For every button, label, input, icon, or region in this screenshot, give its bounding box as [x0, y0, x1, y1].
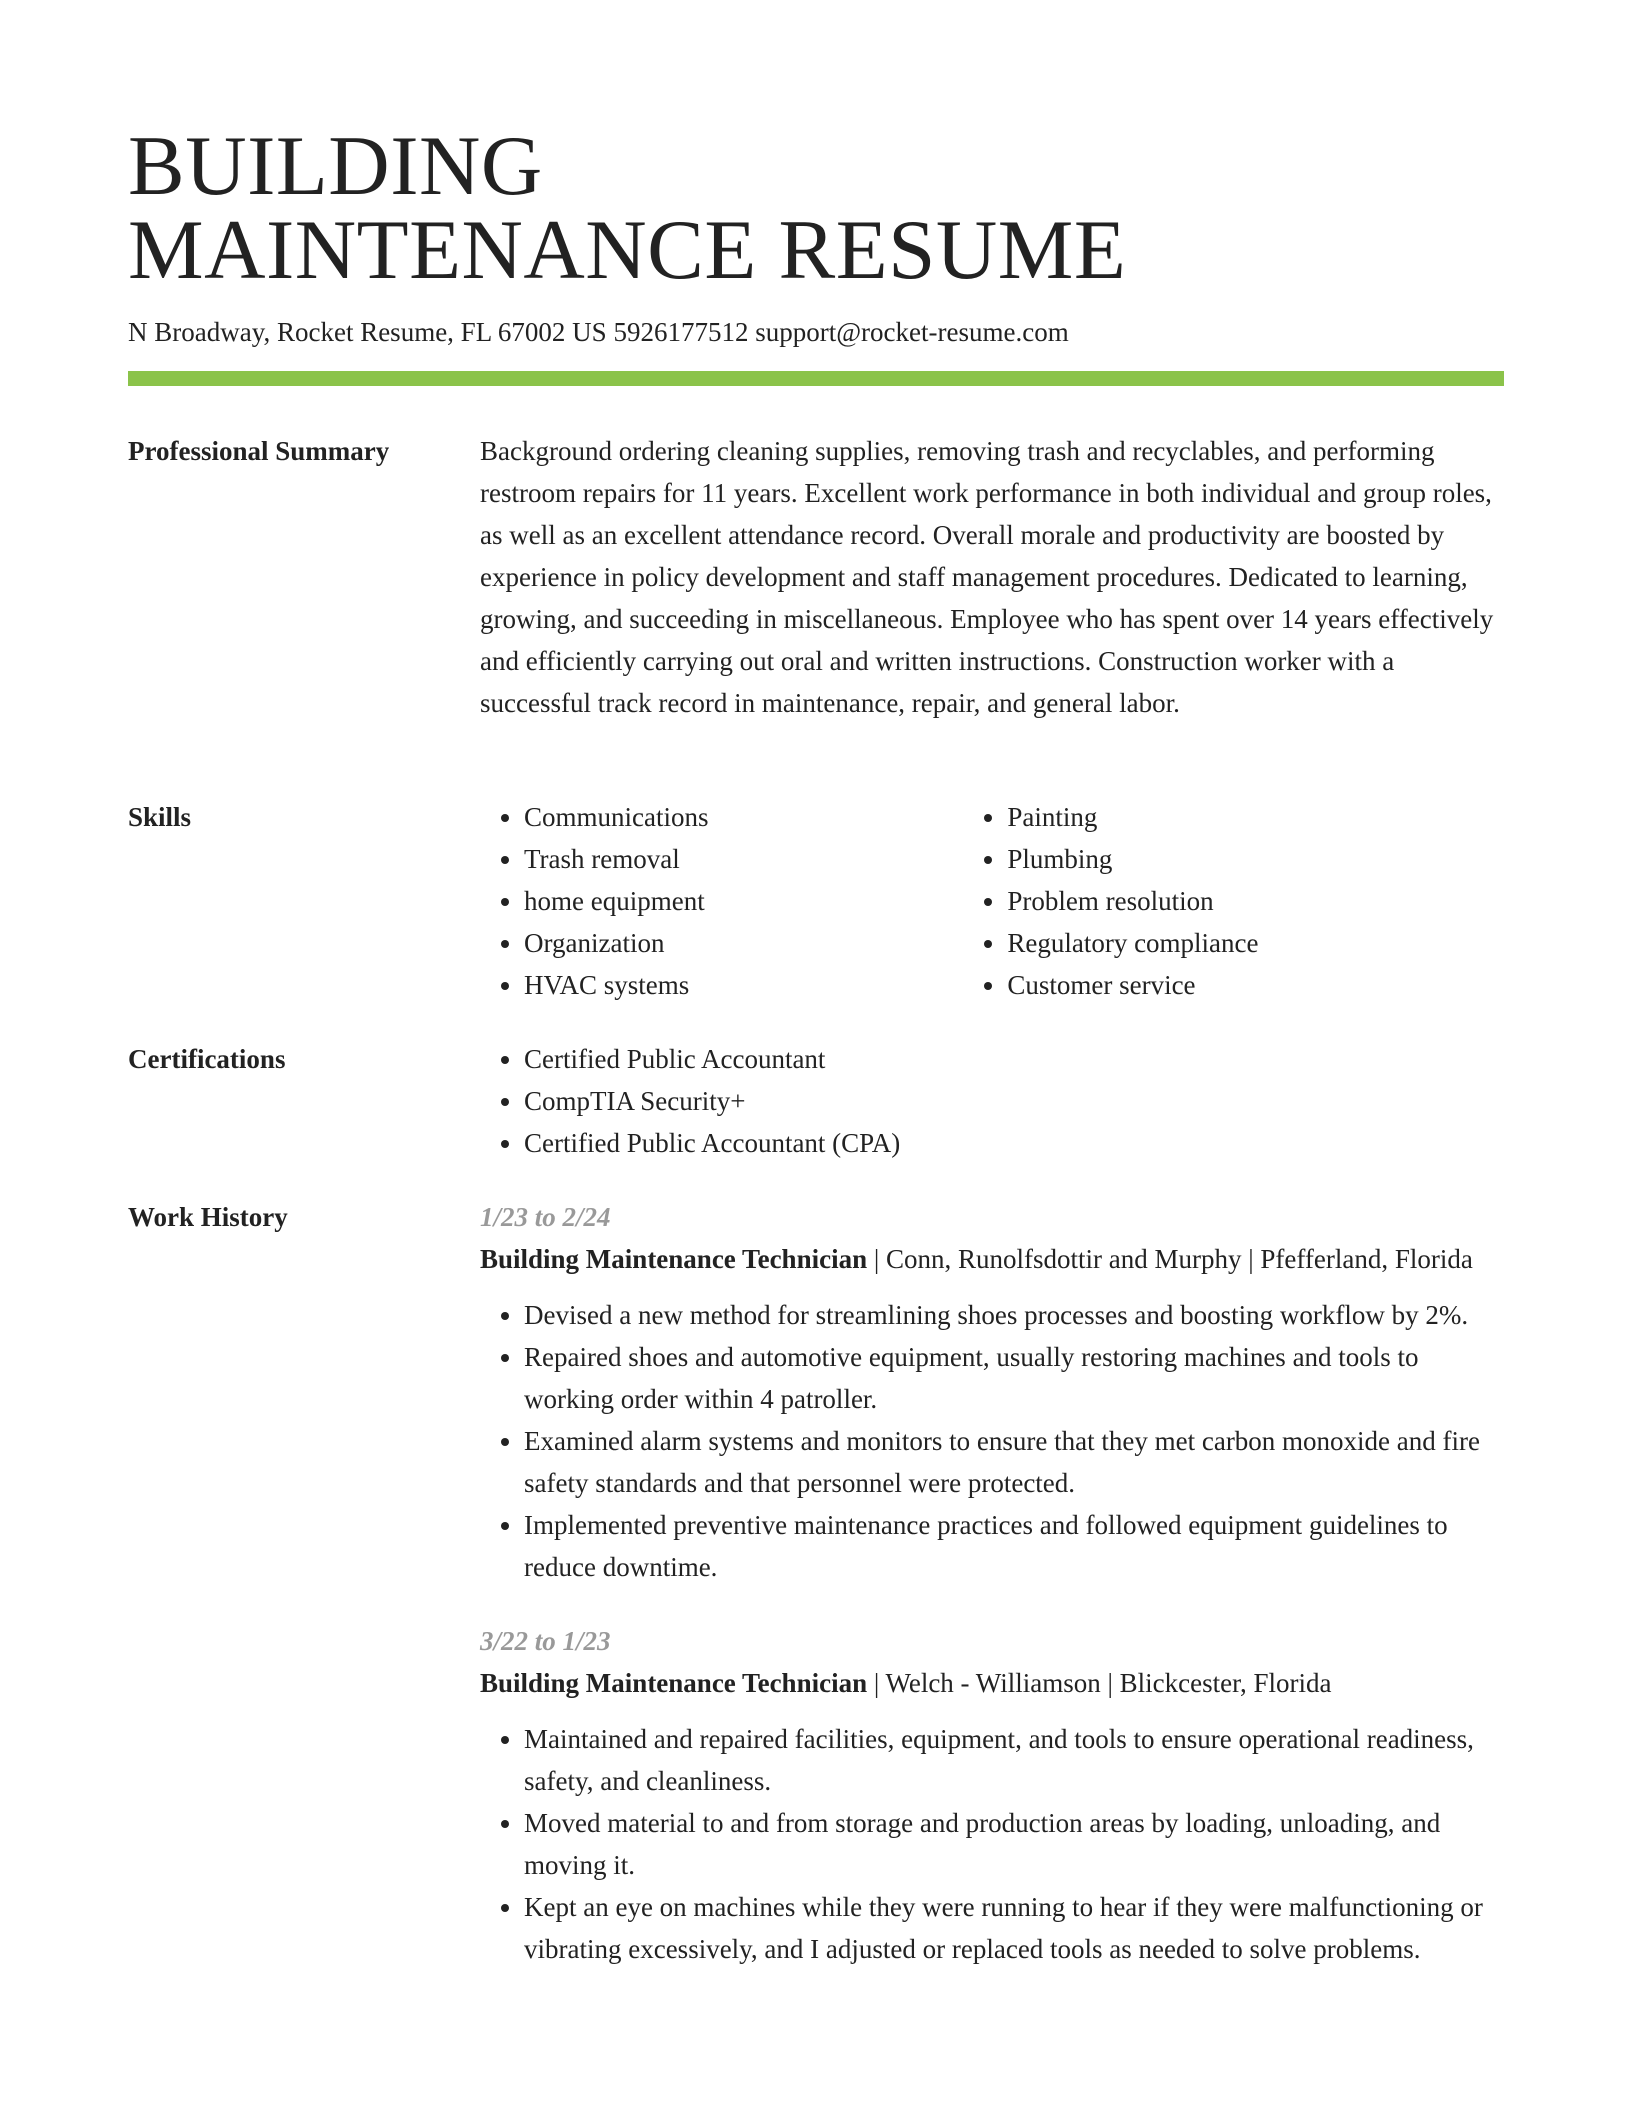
job-heading	[480, 1662, 1504, 1704]
work-history-heading: Work History	[128, 1202, 288, 1232]
skill-item: • Regulatory compliance	[1007, 922, 1504, 964]
responsibility-item: • Devised a new method for streamlining shoes processes and boosting workflow by 2%.	[524, 1294, 1504, 1336]
job-heading	[480, 1238, 1504, 1280]
skill-item: • HVAC systems	[524, 964, 963, 1006]
job-title: Building Maintenance Technician	[480, 1244, 868, 1274]
summary-text: Background ordering cleaning supplies, removing trash and recyclables, and performing restroom repairs for 11 years. Excellent work performance in both individual and group roles, as well as an excellent attendance record. Overall morale and productivity are boosted by experience in policy development and staff management procedures. Dedicated to learning, growing, and succeeding in miscellaneous. Employee who has spent over 14 years effectively and efficiently carrying out oral and written instructions. Construction worker with a successful track record in maintenance, repair, and general labor.	[480, 436, 1494, 718]
certification-item: • CompTIA Security+	[524, 1080, 1504, 1122]
skill-item: • home equipment	[524, 880, 963, 922]
resume-title	[128, 119, 1127, 297]
skill-item: • Painting	[1007, 796, 1504, 838]
job-details: | Conn, Runolfsdottir and Murphy | Pfefferland, Florida	[867, 1244, 1473, 1274]
responsibility-item: • Maintained and repaired facilities, equipment, and tools to ensure operational readiness, safety, and cleanliness.	[524, 1718, 1504, 1802]
title-line-2: MAINTENANCE RESUME	[128, 203, 1127, 297]
job-responsibilities	[480, 1294, 1504, 1588]
responsibility-item: • Moved material to and from storage and production areas by loading, unloading, and moving it.	[524, 1802, 1504, 1886]
work-history	[480, 1196, 1504, 1970]
responsibility-item: • Implemented preventive maintenance practices and followed equipment guidelines to reduce downtime.	[524, 1504, 1504, 1588]
certification-item: • Certified Public Accountant	[524, 1038, 1504, 1080]
skills-column-2	[963, 796, 1504, 1006]
job-dates: 3/22 to 1/23	[480, 1626, 611, 1656]
job-entry	[480, 1620, 1504, 1970]
job-entry	[480, 1196, 1504, 1588]
job-details: | Welch - Williamson | Blickcester, Florida	[867, 1668, 1332, 1698]
skill-item: • Organization	[524, 922, 963, 964]
skills-list	[480, 796, 1504, 1006]
skills-column-1	[480, 796, 963, 1006]
certifications-heading: Certifications	[128, 1044, 286, 1074]
summary-heading: Professional Summary	[128, 436, 390, 466]
responsibility-item: • Kept an eye on machines while they were running to hear if they were malfunctioning or vibrating excessively, and I adjusted or replaced tools as needed to solve problems.	[524, 1886, 1504, 1970]
skill-item: • Customer service	[1007, 964, 1504, 1006]
job-dates: 1/23 to 2/24	[480, 1202, 611, 1232]
certifications-list	[480, 1038, 1504, 1164]
title-line-1: BUILDING	[128, 119, 543, 213]
responsibility-item: • Repaired shoes and automotive equipment, usually restoring machines and tools to working order within 4 patroller.	[524, 1336, 1504, 1420]
accent-divider	[128, 371, 1504, 386]
skill-item: • Trash removal	[524, 838, 963, 880]
contact-line: N Broadway, Rocket Resume, FL 67002 US 5926177512 support@rocket-resume.com	[128, 317, 1069, 347]
skill-item: • Plumbing	[1007, 838, 1504, 880]
skills-heading: Skills	[128, 802, 192, 832]
skill-item: • Communications	[524, 796, 963, 838]
skill-item: • Problem resolution	[1007, 880, 1504, 922]
job-responsibilities	[480, 1718, 1504, 1970]
responsibility-item: • Examined alarm systems and monitors to ensure that they met carbon monoxide and fire safety standards and that personnel were protected.	[524, 1420, 1504, 1504]
job-title: Building Maintenance Technician	[480, 1668, 868, 1698]
certification-item: • Certified Public Accountant (CPA)	[524, 1122, 1504, 1164]
